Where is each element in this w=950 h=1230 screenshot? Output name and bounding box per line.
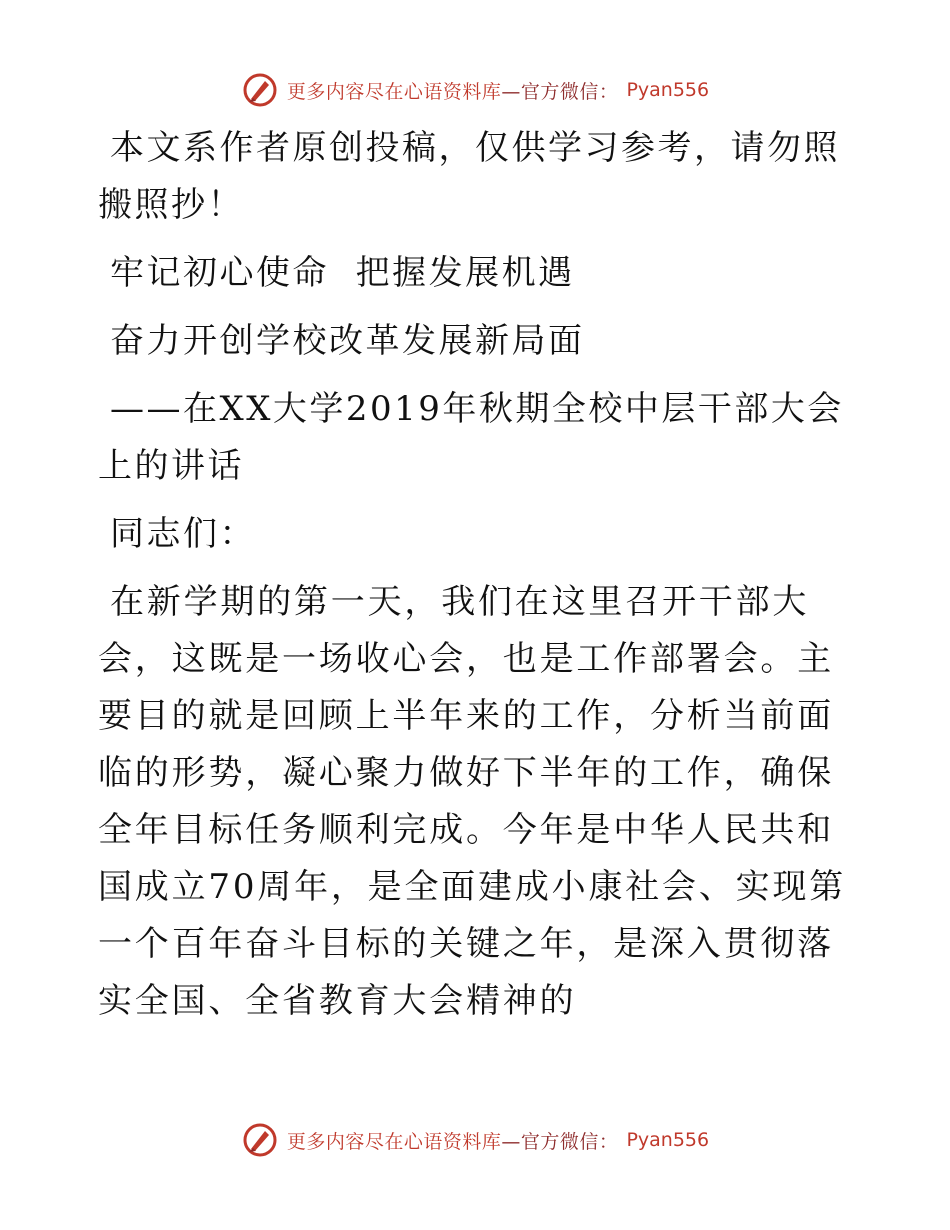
banner-text-rest: —官方微信： [501, 1130, 619, 1153]
notice-text: 本文系作者原创投稿，仅供学习参考，请勿照搬照抄！ [98, 128, 840, 225]
banner-text-main: 更多内容尽在心语资料库 [286, 1130, 502, 1153]
wechat-id: Pyan556 [626, 79, 710, 101]
title-line-1: 牢记初心使命 把握发展机遇 [110, 253, 575, 293]
banner-text-main: 更多内容尽在心语资料库 [286, 80, 502, 103]
document-body [98, 120, 850, 1041]
pen-logo-icon [241, 1121, 279, 1159]
banner-text-rest: —官方微信： [501, 80, 619, 103]
pen-logo-icon [241, 71, 279, 109]
body-paragraph: 在新学期的第一天，我们在这里召开干部大会，这既是一场收心会，也是工作部署会。主要目的就是回顾上半年来的工作，分析当前面临的形势，凝心聚力做好下半年的工作，确保全年目标任务顺利完成。今年是中华人民共和国成立70周年，是全面建成小康社会、实现第一个百年奋斗目标的关键之年，是深入贯彻落实全国、全省教育大会精神的 [98, 582, 847, 1021]
title-line-2: 奋力开创学校改革发展新局面 [110, 321, 585, 361]
subtitle: ——在XX大学2019年秋期全校中层干部大会上的讲话 [98, 389, 844, 486]
wechat-id: Pyan556 [626, 1129, 710, 1151]
salutation: 同志们： [110, 514, 256, 554]
footer-banner [0, 1118, 950, 1162]
header-banner [0, 68, 950, 112]
